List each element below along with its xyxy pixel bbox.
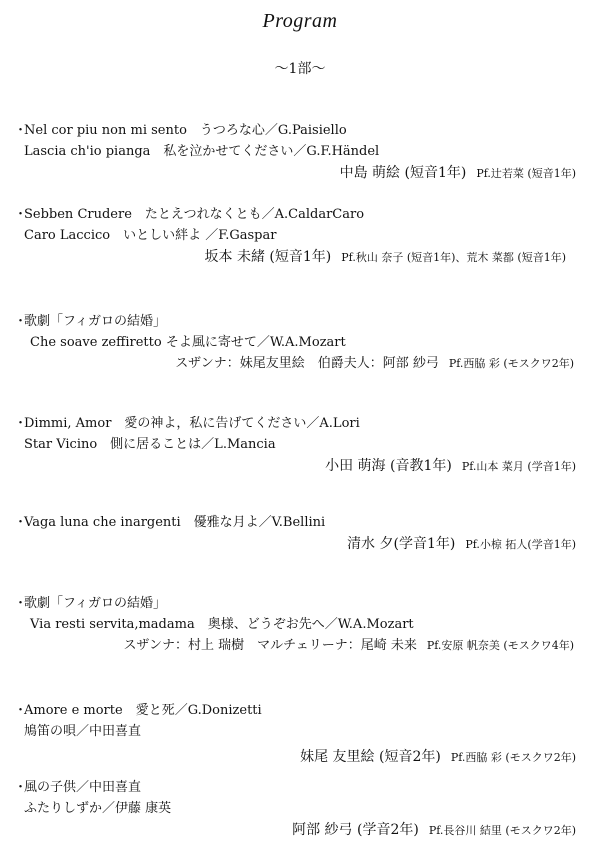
program-entry-3 xyxy=(0,311,600,375)
bullet-icon: ・ xyxy=(14,207,28,222)
piece-line: ふたりしずか／伊藤 康英 xyxy=(24,801,172,816)
performer-name: 妹尾 友里絵 (短音2年) xyxy=(300,749,441,765)
bullet-icon: ・ xyxy=(14,515,28,530)
piece-line: Lascia ch'io pianga 私を泣かせてください／G.F.Händel xyxy=(24,144,380,159)
performer-name: 中島 萌絵 (短音1年) xyxy=(339,165,467,181)
pianist-name: Pf.安原 帆奈美 (モスクワ4年) xyxy=(426,639,574,652)
performer-line xyxy=(0,246,600,269)
piece-line: ・歌劇「フィガロの結婚」 xyxy=(0,311,600,332)
bullet-icon: ・ xyxy=(14,780,28,795)
piece-line: ・風の子供／中田喜直 xyxy=(0,777,600,798)
bullet-icon: ・ xyxy=(14,596,28,611)
program-entry-6 xyxy=(0,593,600,657)
performer-line xyxy=(0,455,600,478)
performer-line xyxy=(0,162,600,185)
piece-line: ・Vaga luna che inargenti 優雅な月よ／V.Bellini xyxy=(0,512,600,533)
pianist-name: Pf.小椋 拓人(学音1年) xyxy=(465,538,576,551)
piece-line: ・Amore e morte 愛と死／G.Donizetti xyxy=(0,700,600,721)
part-heading: 〜1部〜 xyxy=(274,61,326,77)
performer-line xyxy=(0,746,600,769)
program-entry-1 xyxy=(0,120,600,185)
program-title: Program xyxy=(262,10,338,32)
program-entry-2 xyxy=(0,204,600,269)
pianist-name: Pf.辻若菜 (短音1年) xyxy=(476,167,576,180)
piece-line: Star Vicino 側に居ることは／L.Mancia xyxy=(24,437,276,452)
performer-name: 小田 萌海 (音教1年) xyxy=(325,458,452,474)
bullet-icon: ・ xyxy=(14,123,28,138)
performer-name: 坂本 未緒 (短音1年) xyxy=(204,249,332,265)
piece-line: Che soave zeffiretto そよ風に寄せて／W.A.Mozart xyxy=(30,335,346,350)
program-entry-7 xyxy=(0,700,600,769)
piece-line: ・歌劇「フィガロの結婚」 xyxy=(0,593,600,614)
bullet-icon: ・ xyxy=(14,703,28,718)
pianist-name: Pf.西脇 彩 (モスクワ2年) xyxy=(450,751,576,764)
bullet-icon: ・ xyxy=(14,416,28,431)
performer-name: 清水 夕(学音1年) xyxy=(347,536,456,552)
roles-text: スザンナ：妹尾友里絵 伯爵夫人：阿部 紗弓 xyxy=(175,356,439,371)
piece-line: ・Nel cor piu non mi sento うつろな心／G.Paisiello xyxy=(0,120,600,141)
roles-text: スザンナ：村上 瑞樹 マルチェリーナ：尾崎 未来 xyxy=(123,638,417,653)
pianist-name: Pf.山本 菜月 (学音1年) xyxy=(461,460,576,473)
program-entry-4 xyxy=(0,413,600,478)
program-entry-5 xyxy=(0,512,600,556)
pianist-name: Pf.長谷川 結里 (モスクワ2年) xyxy=(428,824,576,837)
program-entry-8 xyxy=(0,777,600,842)
performer-name: 阿部 紗弓 (学音2年) xyxy=(292,822,419,838)
pianist-name: Pf.秋山 奈子 (短音1年)、荒木 菜都 (短音1年) xyxy=(341,251,566,264)
roles-line xyxy=(0,353,600,375)
bullet-icon: ・ xyxy=(14,314,28,329)
piece-line: Caro Laccico いとしい絆よ ／F.Gaspar xyxy=(24,228,277,243)
performer-line xyxy=(0,819,600,842)
roles-line xyxy=(0,635,600,657)
pianist-name: Pf.西脇 彩 (モスクワ2年) xyxy=(448,357,574,370)
piece-line: Via resti servita,madama 奥様、どうぞお先へ／W.A.Mozart xyxy=(30,617,414,632)
piece-line: ・Dimmi, Amor 愛の神よ，私に告げてください／A.Lori xyxy=(0,413,600,434)
performer-line xyxy=(0,533,600,556)
piece-line: ・Sebben Crudere たとえつれなくとも／A.CaldarCaro xyxy=(0,204,600,225)
piece-line: 鳩笛の唄／中田喜直 xyxy=(24,724,142,739)
